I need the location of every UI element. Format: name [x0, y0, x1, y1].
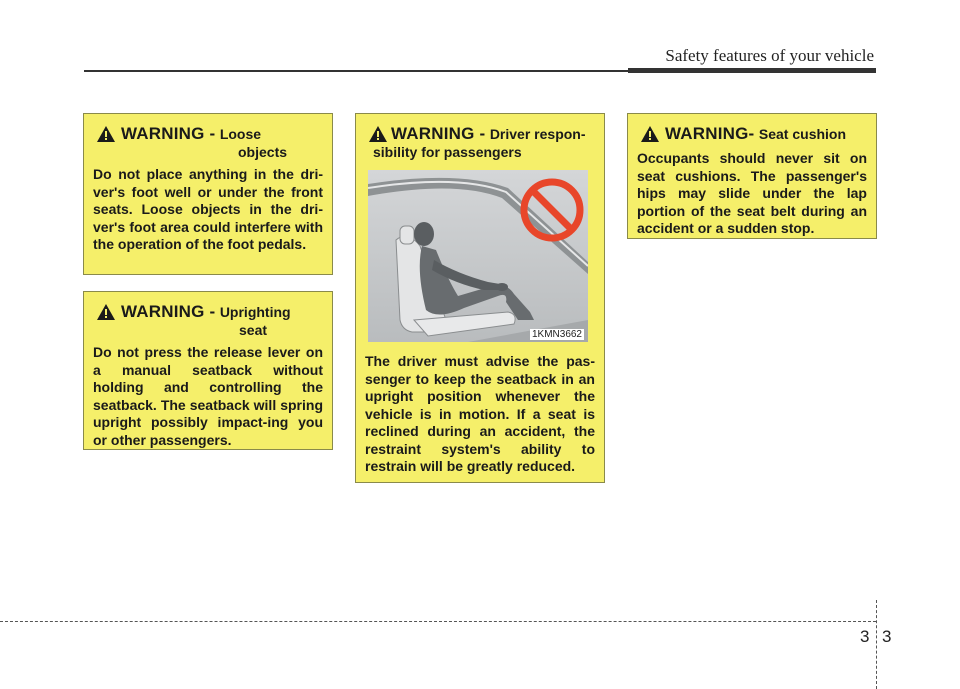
footer-rule	[0, 621, 876, 622]
image-code: 1KMN3662	[531, 329, 582, 340]
warning-triangle-icon	[641, 126, 659, 142]
footer-divider	[876, 600, 877, 689]
warning-subject: Driver respon-	[489, 126, 586, 142]
reclined-seat-figure	[368, 170, 588, 342]
warning-label: WARNING-	[665, 124, 755, 143]
warning-subject-cont: sibility for passengers	[373, 144, 522, 160]
warning-body: Do not place anything in the dri-ver's foot well or under the front seats. Loose objects in the dri-ver's foot area could interfere with the operation of the foot pedals.	[93, 166, 323, 252]
warning-box-uprighting-seat	[83, 291, 333, 450]
warning-box-loose-objects	[83, 113, 333, 275]
warning-triangle-icon	[369, 126, 387, 142]
header-rule-accent	[628, 68, 876, 73]
warning-label: WARNING -	[121, 302, 216, 321]
chapter-number: 3	[860, 627, 870, 646]
warning-label: WARNING -	[121, 124, 216, 143]
warning-label: WARNING -	[391, 124, 486, 143]
warning-subject: Seat cushion	[758, 126, 847, 142]
warning-body: Do not press the release lever on a manual seatback without holding and controlling the seatback. The seatback will spring upright possibly impact-ing you or other passengers.	[93, 344, 323, 448]
warning-box-driver-responsibility	[355, 113, 605, 483]
warning-subject: Loose	[219, 126, 262, 142]
warning-heading	[93, 124, 323, 160]
warning-triangle-icon	[97, 126, 115, 142]
warning-box-seat-cushion	[627, 113, 877, 239]
warning-body: The driver must advise the pas-senger to keep the seatback in an upright position whenever the vehicle is in motion. If a seat is reclined during an accident, the restraint system's ability to restrain will be greatly reduced.	[365, 353, 595, 474]
warning-triangle-icon	[97, 304, 115, 320]
page-number: 3	[882, 627, 892, 646]
warning-heading	[93, 302, 323, 338]
warning-heading	[365, 124, 595, 160]
warning-body: Occupants should never sit on seat cushions. The passenger's hips may slide under the lap portion of the seat belt during an accident or a sudden stop.	[637, 150, 867, 236]
warning-subject-cont: objects	[238, 144, 288, 160]
reclined-passenger-illustration	[368, 170, 588, 342]
warning-heading	[637, 124, 867, 144]
warning-subject: Uprighting	[219, 304, 291, 320]
warning-subject-cont: seat	[239, 322, 268, 338]
section-title: Safety features of your vehicle	[665, 46, 874, 65]
